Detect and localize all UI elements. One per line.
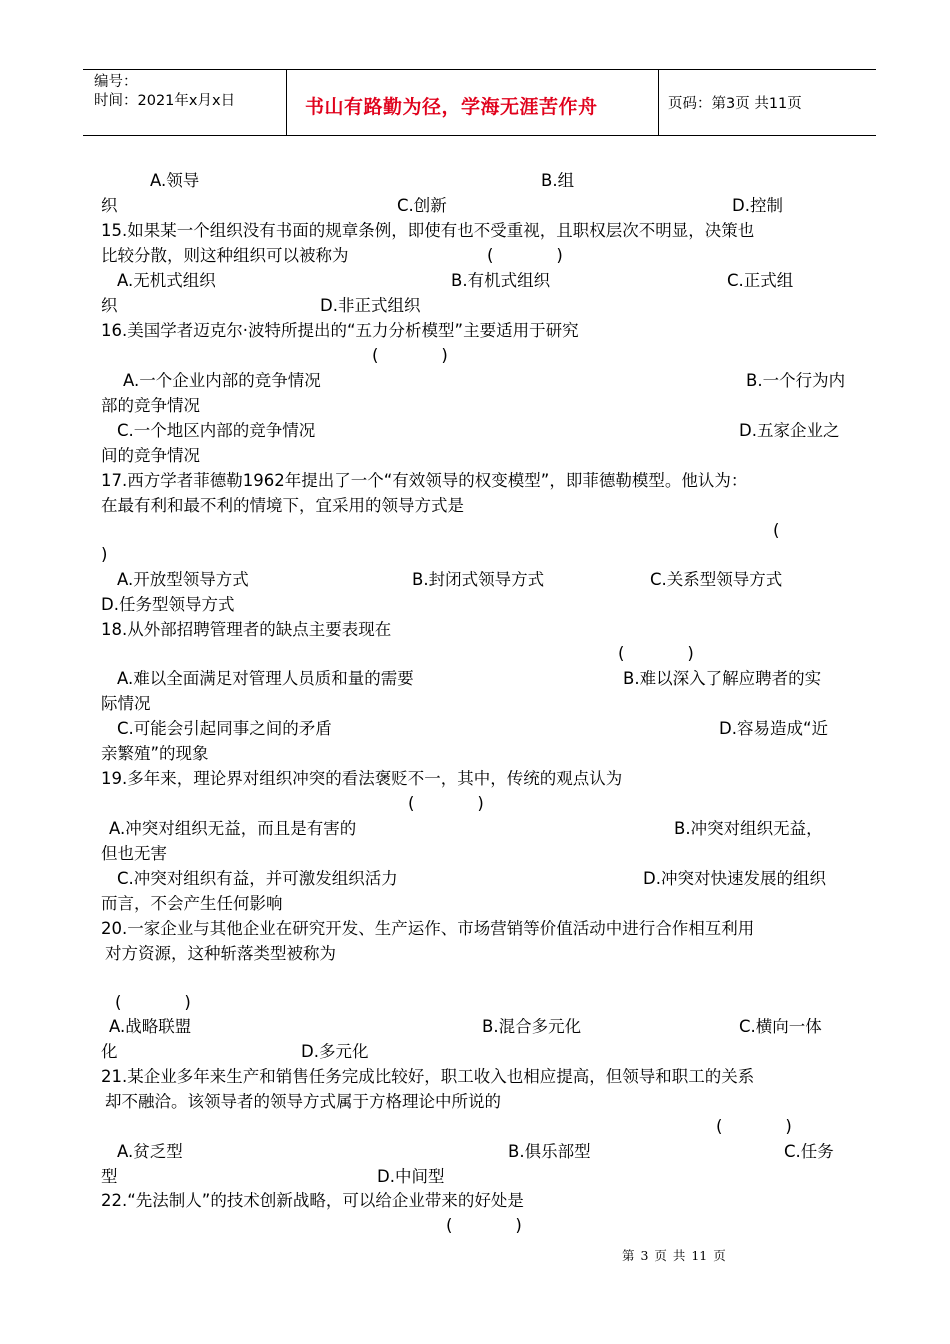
question-text: 20.一家企业与其他企业在研究开发、生产运作、市场营销等价值活动中进行合作相互利用: [101, 919, 755, 938]
option-line: D.五家企业之: [739, 421, 840, 440]
option-line: A.战略联盟: [109, 1017, 192, 1036]
question-text: 18.从外部招聘管理者的缺点主要表现在: [101, 620, 392, 639]
question-text: 17.西方学者菲德勒1962年提出了一个“有效领导的权变模型”，即菲德勒模型。他认为：: [101, 471, 748, 490]
option-line: 型: [101, 1167, 118, 1186]
option-line: A.贫乏型: [117, 1142, 183, 1161]
answer-blank: ( ): [372, 346, 448, 365]
header-page-number: 页码：第3页 共11页: [668, 96, 802, 112]
option-line: 化: [101, 1042, 118, 1061]
option-line: 亲繁殖”的现象: [101, 744, 209, 763]
option-line: C.冲突对组织有益，并可激发组织活力: [117, 869, 398, 888]
option-line: D.冲突对快速发展的组织: [643, 869, 826, 888]
option-line: B.一个行为内: [746, 371, 846, 390]
option-line: D.任务型领导方式: [101, 595, 235, 614]
header-bottom-border: [83, 135, 876, 136]
option-line: A.领导: [150, 171, 200, 190]
question-text: 比较分散，则这种组织可以被称为: [101, 246, 349, 265]
option-line: A.无机式组织: [117, 271, 216, 290]
page-footer: 第 3 页 共 11 页: [622, 1248, 726, 1263]
option-line: 际情况: [101, 694, 151, 713]
option-line: 织: [101, 196, 118, 215]
option-line: 织: [101, 296, 118, 315]
question-text: 19.多年来，理论界对组织冲突的看法褒贬不一，其中，传统的观点认为: [101, 769, 623, 788]
answer-blank: ( ): [115, 993, 191, 1012]
header-divider-1: [286, 69, 287, 136]
option-line: C.一个地区内部的竞争情况: [117, 421, 316, 440]
question-text: 对方资源，这种斩落类型被称为: [105, 944, 336, 963]
answer-blank: ( ): [487, 246, 563, 265]
option-line: C.任务: [784, 1142, 834, 1161]
option-line: A.开放型领导方式: [117, 570, 249, 589]
option-line: C.可能会引起同事之间的矛盾: [117, 719, 332, 738]
option-line: C.创新: [397, 196, 447, 215]
option-line: D.非正式组织: [320, 296, 421, 315]
option-line: B.冲突对组织无益，: [674, 819, 823, 838]
option-line: 而言，不会产生任何影响: [101, 894, 283, 913]
option-line: 但也无害: [101, 844, 167, 863]
question-text: 15.如果某一个组织没有书面的规章条例，即使有也不受重视，且职权层次不明显，决策也: [101, 221, 755, 240]
question-text: 却不融洽。该领导者的领导方式属于方格理论中所说的: [105, 1092, 501, 1111]
option-line: B.有机式组织: [451, 271, 551, 290]
option-line: D.容易造成“近: [719, 719, 828, 738]
option-line: B.封闭式领导方式: [412, 570, 545, 589]
header-top-border: [83, 69, 876, 70]
question-text: 22.“先法制人”的技术创新战略，可以给企业带来的好处是: [101, 1191, 524, 1210]
option-line: A.难以全面满足对管理人员质和量的需要: [117, 669, 414, 688]
answer-blank: ( ): [408, 794, 484, 813]
answer-blank: ( ): [716, 1117, 792, 1136]
question-text: 在最有利和最不利的情境下，宜采用的领导方式是: [101, 496, 464, 515]
answer-blank: (: [773, 521, 780, 540]
option-line: B.组: [541, 171, 575, 190]
document-date: 时间：2021年x月x日: [94, 93, 236, 109]
question-text: 16.美国学者迈克尔·波特所提出的“五力分析模型”主要适用于研究: [101, 321, 579, 340]
option-line: D.中间型: [377, 1167, 445, 1186]
question-text: 21.某企业多年来生产和销售任务完成比较好，职工收入也相应提高，但领导和职工的关系: [101, 1067, 755, 1086]
option-line: 部的竞争情况: [101, 396, 200, 415]
answer-blank: ( ): [446, 1216, 522, 1235]
answer-blank: ): [101, 545, 108, 564]
option-line: C.正式组: [727, 271, 794, 290]
option-line: D.多元化: [301, 1042, 369, 1061]
option-line: B.难以深入了解应聘者的实: [623, 669, 822, 688]
header-divider-2: [658, 69, 659, 136]
option-line: C.横向一体: [739, 1017, 822, 1036]
document-number: 编号：: [94, 74, 138, 90]
option-line: 间的竞争情况: [101, 446, 200, 465]
option-line: B.混合多元化: [482, 1017, 582, 1036]
option-line: A.冲突对组织无益，而且是有害的: [109, 819, 357, 838]
option-line: D.控制: [732, 196, 783, 215]
option-line: C.关系型领导方式: [650, 570, 783, 589]
answer-blank: ( ): [618, 644, 694, 663]
option-line: A.一个企业内部的竞争情况: [123, 371, 321, 390]
header-motto: 书山有路勤为径，学海无涯苦作舟: [305, 96, 598, 118]
option-line: B.俱乐部型: [508, 1142, 591, 1161]
